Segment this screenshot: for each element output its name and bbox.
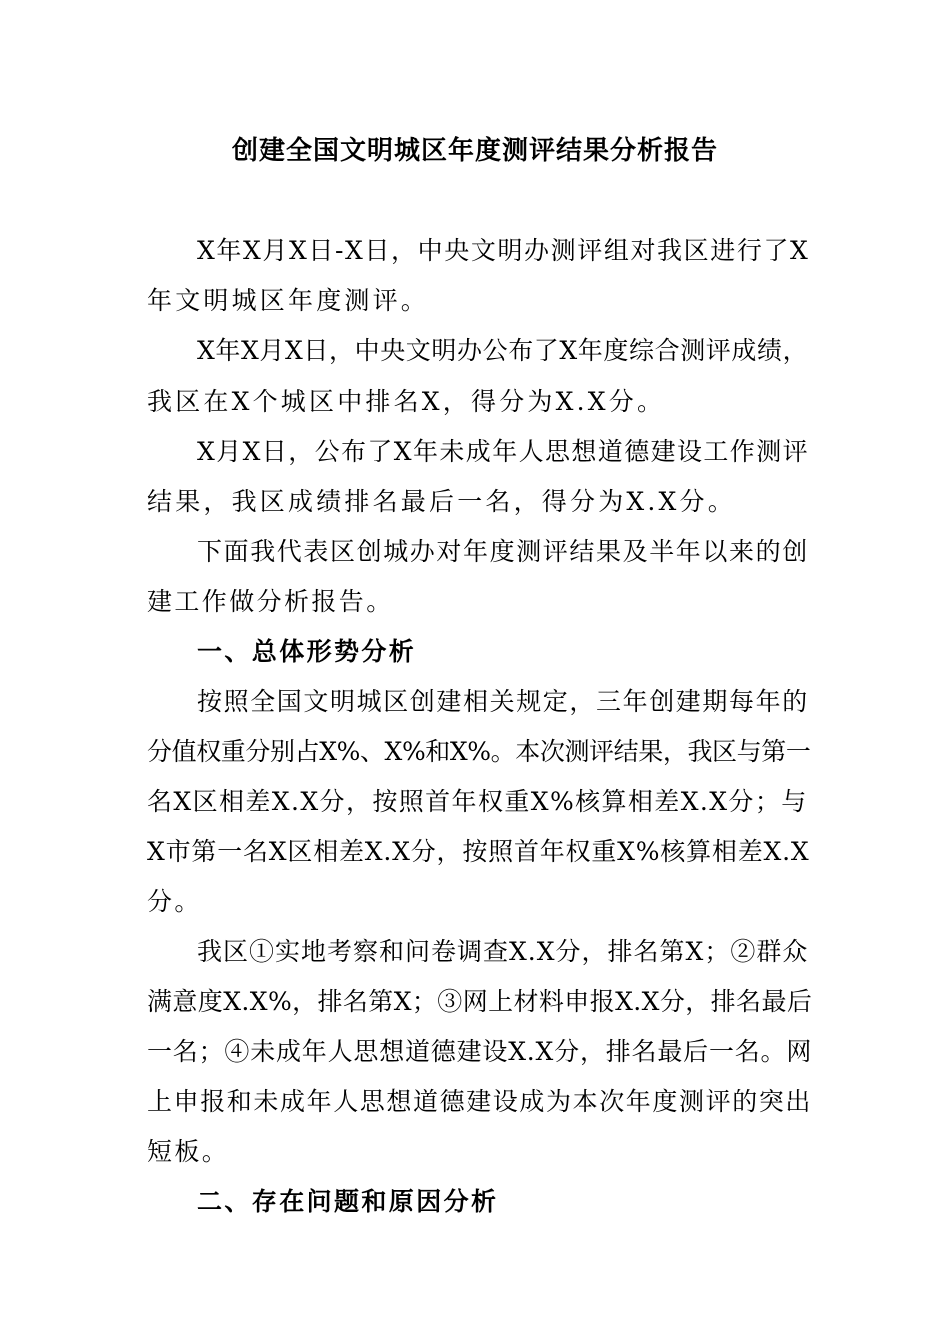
section-heading: 二、存在问题和原因分析 [197, 1187, 499, 1216]
paragraph-line: 分值权重分别占X%、X%和X%。本次测评结果，我区与第一 [147, 737, 811, 766]
document-title: 创建全国文明城区年度测评结果分析报告 [231, 136, 718, 166]
paragraph-line: 分。 [147, 887, 202, 916]
paragraph-line: 一名；④未成年人思想道德建设X.X分，排名最后一名。网 [147, 1037, 813, 1066]
paragraph-line: 年文明城区年度测评。 [147, 286, 430, 315]
paragraph-line: 建工作做分析报告。 [147, 587, 394, 616]
paragraph-line: X市第一名X区相差X.X分，按照首年权重X%核算相差X.X [147, 837, 810, 866]
paragraph-line: 我区在X个城区中排名X，得分为X.X分。 [147, 387, 666, 416]
paragraph-line: 满意度X.X%，排名第X；③网上材料申报X.X分，排名最后 [147, 987, 813, 1016]
paragraph-line: X年X月X日，中央文明办公布了X年度综合测评成绩， [197, 336, 809, 365]
paragraph-line: 按照全国文明城区创建相关规定，三年创建期每年的 [197, 687, 809, 716]
paragraph-line: 下面我代表区创城办对年度测评结果及半年以来的创 [197, 537, 809, 566]
paragraph-line: X年X月X日-X日，中央文明办测评组对我区进行了X [197, 236, 810, 265]
paragraph-line: 结果，我区成绩排名最后一名，得分为X.X分。 [147, 487, 736, 516]
paragraph-line: 名X区相差X.X分，按照首年权重X%核算相差X.X分；与 [147, 787, 808, 816]
paragraph-line: X月X日，公布了X年未成年人思想道德建设工作测评 [197, 437, 809, 466]
paragraph-line: 短板。 [147, 1137, 230, 1166]
paragraph-line: 我区①实地考察和问卷调查X.X分，排名第X；②群众 [197, 937, 809, 966]
paragraph-line: 上申报和未成年人思想道德建设成为本次年度测评的突出 [147, 1087, 813, 1116]
section-heading: 一、总体形势分析 [197, 637, 417, 666]
